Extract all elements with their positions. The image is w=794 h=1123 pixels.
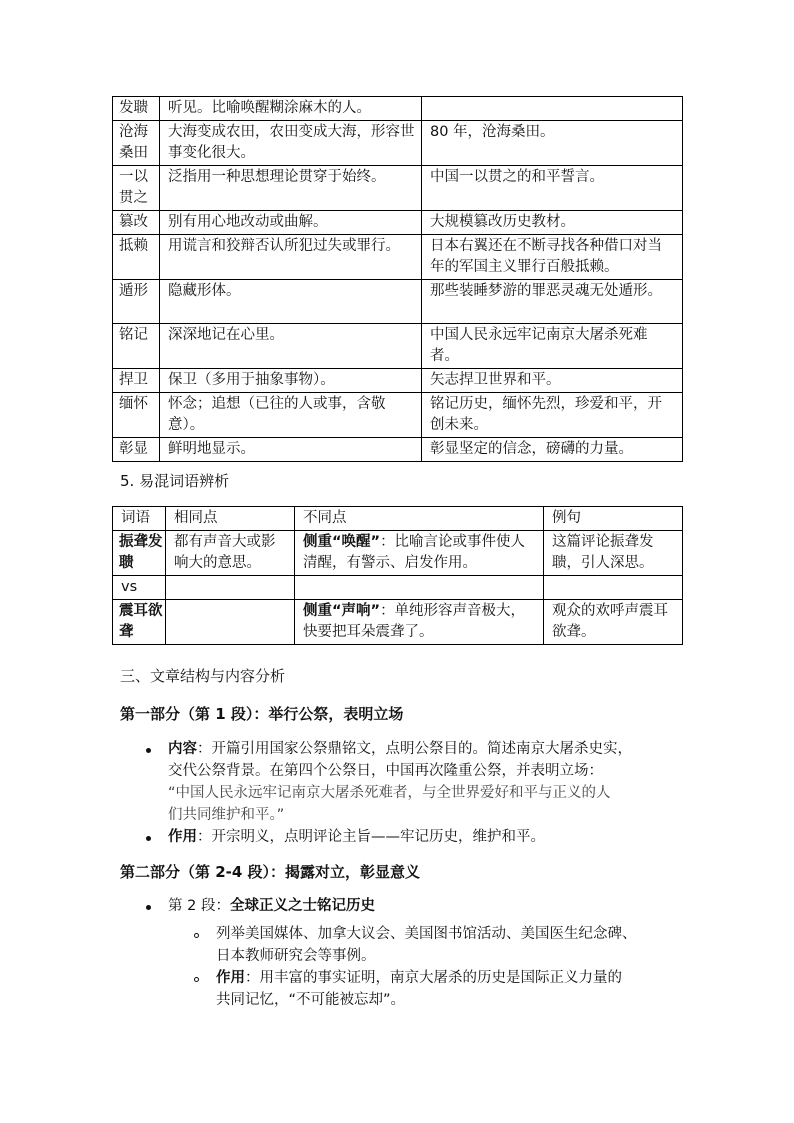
vocab-meaning: 用谎言和狡辩否认所犯过失或罪行。: [160, 235, 422, 280]
diff-label-1: 侧重“唤醒”: [303, 534, 381, 550]
content-label: 内容: [168, 741, 197, 757]
vocab-meaning: 听见。比喻唤醒糊涂麻木的人。: [160, 97, 422, 121]
bullet-dot: [146, 748, 151, 753]
vocab-example: [422, 97, 683, 121]
vocab-term: 捍卫: [113, 369, 160, 393]
vocab-row: [113, 280, 683, 324]
paragraph-2-title: 全球正义之士铭记历史: [229, 898, 375, 914]
vocab-example: 矢志捍卫世界和平。: [422, 369, 683, 393]
function-label: 作用: [168, 829, 197, 845]
sub-bullet-circle: [194, 977, 199, 982]
vocab-term: 缅怀: [113, 393, 160, 438]
word-comparison-table: [112, 506, 683, 645]
paragraph-2-bullet: [168, 895, 688, 917]
vs-label: vs: [113, 576, 166, 600]
examples-line-2: 日本教师研究会等事例。: [216, 948, 376, 964]
vocab-meaning: 怀念；追想（已往的人或事，含敬意）。: [160, 393, 422, 438]
part-1-content-bullet: [168, 738, 688, 826]
vocab-example: 中国人民永远牢记南京大屠杀死难者。: [422, 324, 683, 369]
comparison-diff-2: [295, 600, 544, 645]
function-line-1: ：用丰富的事实证明，南京大屠杀的历史是国际正义力量的: [245, 970, 622, 986]
section-5-title: 5. 易混词语辨析: [120, 472, 230, 490]
vocab-row: [113, 211, 683, 235]
vocab-example: 铭记历史，缅怀先烈，珍爱和平，开创未来。: [422, 393, 683, 438]
comparison-word-1: 振聋发聩: [113, 531, 166, 576]
comparison-row-1: [113, 531, 683, 576]
vocab-meaning: 泛指用一种思想理论贯穿于始终。: [160, 166, 422, 211]
bullet-dot: [146, 836, 151, 841]
comparison-diff-1: [295, 531, 544, 576]
bullet-dot: [146, 905, 151, 910]
vocab-meaning: 深深地记在心里。: [160, 324, 422, 369]
vocab-meaning: 别有用心地改动或曲解。: [160, 211, 422, 235]
sub-item-function: [216, 967, 691, 1011]
diff-text-2: ：单纯形容声音极大，快要把耳朵震聋了。: [303, 603, 526, 640]
vocab-term: 彰显: [113, 438, 160, 462]
comparison-row-2: [113, 600, 683, 645]
section-3-title: 三、文章结构与内容分析: [120, 667, 286, 685]
vocab-example: 大规模篡改历史教材。: [422, 211, 683, 235]
function-text: ：开宗明义，点明评论主旨——牢记历史，维护和平。: [197, 829, 545, 845]
comparison-header-row: [113, 507, 683, 531]
comparison-example-2: 观众的欢呼声震耳欲聋。: [544, 600, 683, 645]
function-label-2: 作用: [216, 970, 245, 986]
header-diff: 不同点: [295, 507, 544, 531]
empty-cell: [544, 576, 683, 600]
part-1-function-bullet: [168, 826, 688, 848]
vocab-term: 抵赖: [113, 235, 160, 280]
header-word: 词语: [113, 507, 166, 531]
sub-bullet-circle: [194, 933, 199, 938]
vocab-example: 日本右翼还在不断寻找各种借口对当年的军国主义罪行百般抵赖。: [422, 235, 683, 280]
bullet-line: [168, 738, 688, 760]
vocab-row: [113, 166, 683, 211]
vocab-example: 中国一以贯之的和平誓言。: [422, 166, 683, 211]
header-same: 相同点: [166, 507, 295, 531]
vocab-meaning: 鲜明地显示。: [160, 438, 422, 462]
part-2-heading: 第二部分（第 2-4 段）：揭露对立，彰显意义: [120, 863, 421, 881]
vocab-term: 沧海桑田: [113, 121, 160, 166]
examples-line-1: 列举美国媒体、加拿大议会、美国图书馆活动、美国医生纪念碑、: [216, 926, 637, 942]
bullet-line: [216, 967, 691, 989]
paragraph-2-prefix: 第 2 段：: [168, 898, 230, 914]
vocab-example: 那些装睡梦游的罪恶灵魂无处遁形。: [422, 280, 683, 324]
content-text-line-2: 交代公祭背景。在第四个公祭日，中国再次隆重公祭，并表明立场：: [168, 763, 603, 779]
comparison-same-1: 都有声音大或影响大的意思。: [166, 531, 295, 576]
comparison-example-1: 这篇评论振聋发聩，引人深思。: [544, 531, 683, 576]
vocab-row: [113, 369, 683, 393]
diff-text-1: ：比喻言论或事件使人清醒，有警示、启发作用。: [303, 534, 526, 571]
content-text-line-1: ：开篇引用国家公祭鼎铭文，点明公祭目的。简述南京大屠杀史实，: [197, 741, 632, 757]
vocab-row: [113, 235, 683, 280]
vocab-meaning: 保卫（多用于抽象事物）。: [160, 369, 422, 393]
bullet-line: [168, 826, 688, 848]
vocab-meaning: 大海变成农田，农田变成大海，形容世事变化很大。: [160, 121, 422, 166]
vocab-meaning: 隐藏形体。: [160, 280, 422, 324]
vocab-term: 铭记: [113, 324, 160, 369]
vocab-row: [113, 393, 683, 438]
vocab-example: 彰显坚定的信念，磅礴的力量。: [422, 438, 683, 462]
vocab-row: [113, 324, 683, 369]
part-1-heading: 第一部分（第 1 段）：举行公祭，表明立场: [120, 705, 404, 723]
vocab-row: [113, 121, 683, 166]
vocab-term: 篡改: [113, 211, 160, 235]
header-example: 例句: [544, 507, 683, 531]
empty-cell: [295, 576, 544, 600]
comparison-vs-row: [113, 576, 683, 600]
vocab-example: 80 年，沧海桑田。: [422, 121, 683, 166]
vocab-row: [113, 438, 683, 462]
vocab-term: 遁形: [113, 280, 160, 324]
empty-cell: [166, 576, 295, 600]
sub-item-examples: [216, 923, 691, 967]
quote-line-2: 们共同维护和平。”: [168, 807, 285, 823]
vocab-term: 发聩: [113, 97, 160, 121]
function-line-2: 共同记忆，“不可能被忘却”。: [216, 992, 406, 1008]
empty-cell: [166, 600, 295, 645]
diff-label-2: 侧重“声响”: [303, 603, 381, 619]
quote-line-1: “中国人民永远牢记南京大屠杀死难者，与全世界爱好和平与正义的人: [168, 785, 611, 801]
vocabulary-table: [112, 96, 683, 462]
vocab-term: 一以贯之: [113, 166, 160, 211]
vocab-row: [113, 97, 683, 121]
comparison-word-2: 震耳欲聋: [113, 600, 166, 645]
